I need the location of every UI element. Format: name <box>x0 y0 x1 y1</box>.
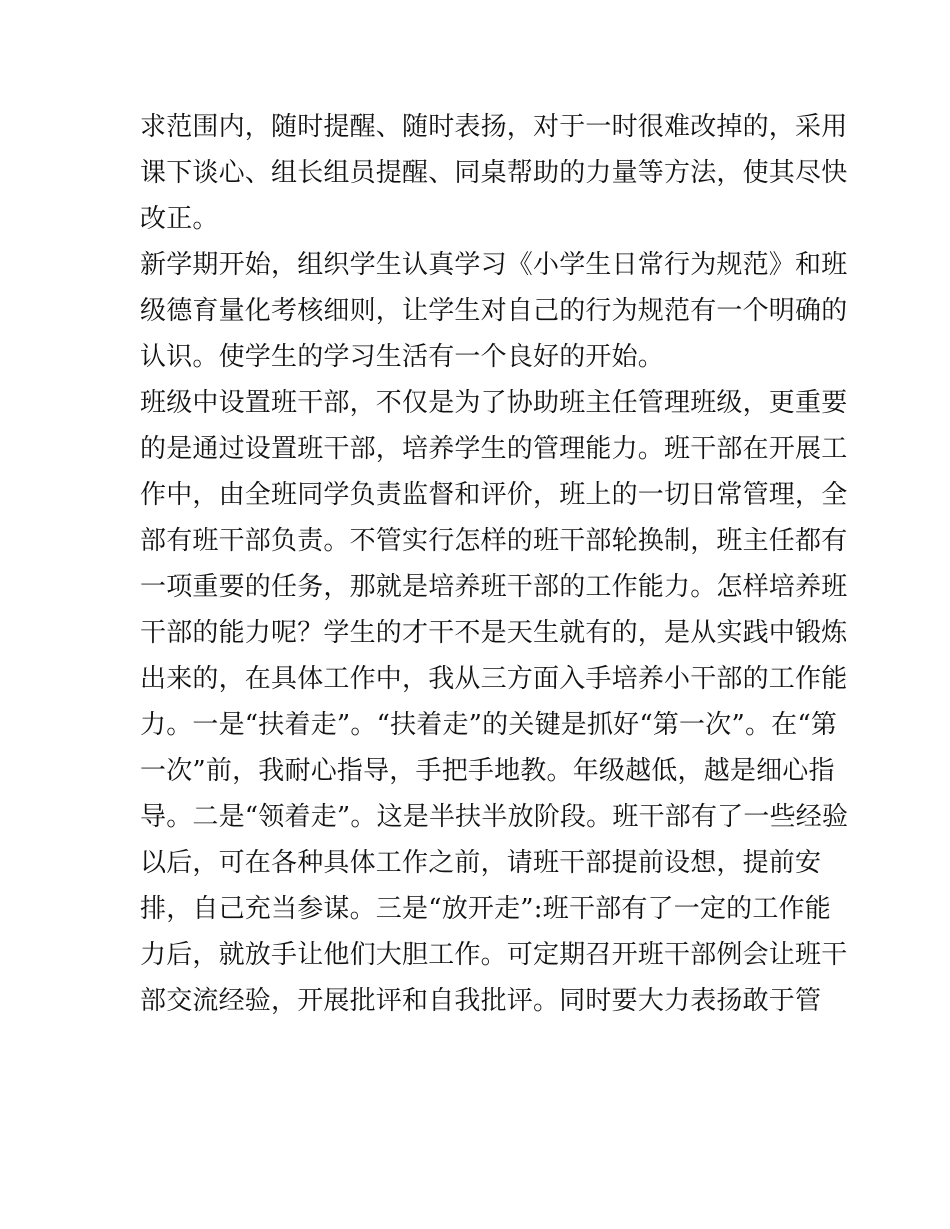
text-line: 班级中设置班干部，不仅是为了协助班主任管理班级，更重要 <box>140 388 848 418</box>
text-line: 级德育量化考核细则，让学生对自己的行为规范有一个明确的 <box>140 296 848 326</box>
text-line: 干部的能力呢？学生的才干不是天生就有的，是从实践中锻炼 <box>140 618 848 648</box>
text-line: 认识。使学生的学习生活有一个良好的开始。 <box>140 342 665 372</box>
body-text <box>140 104 849 1024</box>
text-line: 排，自己充当参谋。三是“放开走”:班干部有了一定的工作能 <box>140 894 831 924</box>
text-line: 力。一是“扶着走”。“扶着走”的关键是抓好“第一次”。在“第 <box>140 710 838 740</box>
text-line: 改正。 <box>140 204 219 234</box>
text-line: 力后，就放手让他们大胆工作。可定期召开班干部例会让班干 <box>140 940 848 970</box>
text-line: 出来的，在具体工作中，我从三方面入手培养小干部的工作能 <box>140 664 848 694</box>
text-line: 一项重要的任务，那就是培养班干部的工作能力。怎样培养班 <box>140 572 848 602</box>
text-line: 求范围内，随时提醒、随时表扬，对于一时很难改掉的，采用 <box>140 112 848 142</box>
text-line: 部交流经验，开展批评和自我批评。同时要大力表扬敢于管 <box>140 986 822 1016</box>
text-line: 新学期开始，组织学生认真学习《小学生日常行为规范》和班 <box>140 250 848 280</box>
text-line: 部有班干部负责。不管实行怎样的班干部轮换制，班主任都有 <box>140 526 848 556</box>
text-line: 一次”前，我耐心指导，手把手地教。年级越低，越是细心指 <box>140 756 835 786</box>
text-line: 课下谈心、组长组员提醒、同桌帮助的力量等方法，使其尽快 <box>140 158 848 188</box>
text-line: 作中，由全班同学负责监督和评价，班上的一切日常管理，全 <box>140 480 848 510</box>
text-line: 以后，可在各种具体工作之前，请班干部提前设想，提前安 <box>140 848 822 878</box>
text-line: 导。二是“领着走”。这是半扶半放阶段。班干部有了一些经验 <box>140 802 849 832</box>
text-line: 的是通过设置班干部，培养学生的管理能力。班干部在开展工 <box>140 434 848 464</box>
